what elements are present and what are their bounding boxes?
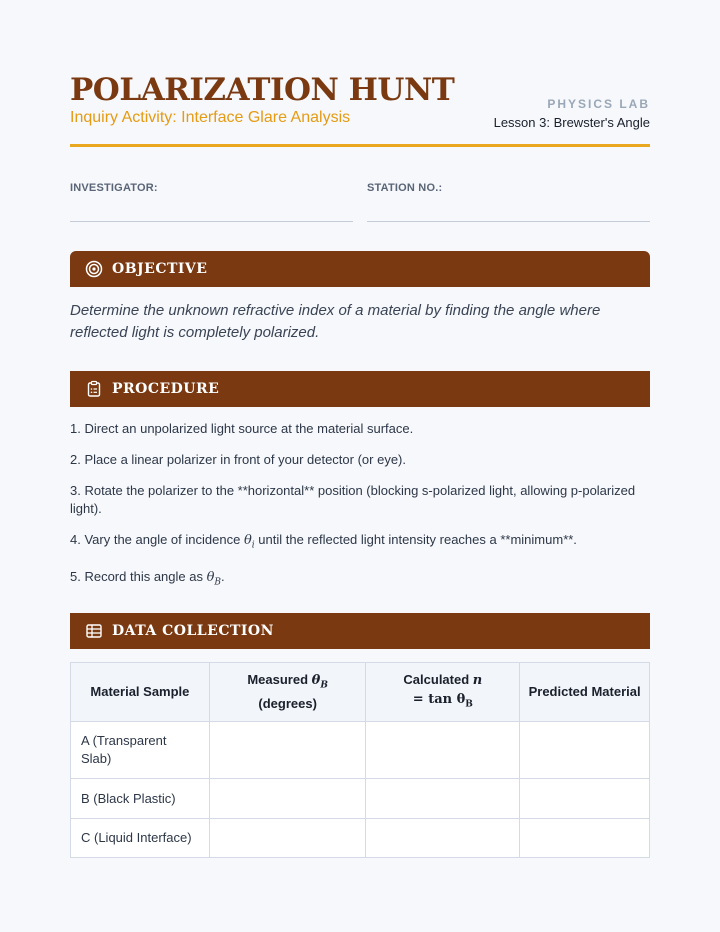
tan-formula (412, 691, 473, 710)
measured-cell[interactable] (209, 722, 366, 779)
column-header-measured (209, 663, 366, 722)
table-row (71, 819, 650, 858)
tan-formula-text: = tan θ (412, 691, 466, 707)
sample-cell: A (Transparent Slab) (71, 722, 210, 779)
clipboard-icon (85, 380, 103, 398)
data-collection-heading: DATA COLLECTION (112, 623, 274, 639)
station-label: STATION NO.: (367, 182, 443, 194)
target-icon (85, 260, 103, 278)
procedure-step-4 (70, 531, 650, 555)
page-title: POLARIZATION HUNT (70, 72, 455, 108)
data-table (70, 662, 650, 858)
objective-text: Determine the unknown refractive index of a material by finding the angle where reflected light is completely polarized. (70, 302, 601, 341)
predicted-cell[interactable] (520, 722, 650, 779)
predicted-cell[interactable] (520, 819, 650, 858)
predicted-cell[interactable] (520, 779, 650, 819)
procedure-step-2: 2. Place a linear polarizer in front of your detector (or eye). (70, 452, 406, 467)
page-subtitle: Inquiry Activity: Interface Glare Analysis (70, 109, 351, 126)
calculated-cell[interactable] (366, 779, 520, 819)
procedure-steps (70, 420, 650, 604)
investigator-field[interactable] (70, 182, 353, 194)
theta-symbol: θ (311, 673, 321, 689)
objective-header (70, 251, 650, 287)
subscript-b: B (214, 577, 222, 588)
lab-label: PHYSICS LAB (547, 97, 650, 111)
header-meta (494, 97, 650, 130)
subscript-i: i (251, 540, 255, 551)
table-icon (85, 622, 103, 640)
investigator-input-line[interactable] (70, 221, 353, 222)
objective-heading: OBJECTIVE (112, 261, 208, 277)
n-symbol: n (472, 672, 483, 688)
measured-label: Measured (247, 672, 312, 688)
header (70, 72, 650, 142)
column-header-calculated (366, 663, 520, 722)
theta-i-symbol (243, 533, 255, 551)
theta-b-symbol (206, 569, 222, 588)
measured-cell[interactable] (209, 819, 366, 858)
theta-b-symbol (311, 673, 328, 691)
measured-cell[interactable] (209, 779, 366, 819)
column-header-predicted: Predicted Material (520, 663, 650, 722)
data-collection-header (70, 613, 650, 649)
header-divider (70, 144, 650, 147)
procedure-step-3: 3. Rotate the polarizer to the **horizontal** position (blocking s-polarized light, allowing p-polarized light). (70, 483, 636, 516)
sample-cell: B (Black Plastic) (71, 779, 210, 819)
step-5-text-post: . (221, 568, 225, 584)
station-field[interactable] (367, 182, 650, 194)
theta-symbol: θ (206, 569, 215, 585)
lesson-label: Lesson 3: Brewster's Angle (493, 115, 650, 130)
column-header-material: Material Sample (71, 663, 210, 722)
subscript-b: B (465, 699, 473, 710)
step-4-text-pre: 4. Vary the angle of incidence (70, 532, 244, 547)
step-4-text-post: until the reflected light intensity reaches a **minimum**. (254, 532, 577, 547)
station-input-line[interactable] (367, 221, 650, 222)
procedure-heading: PROCEDURE (112, 381, 220, 397)
procedure-step-5 (70, 568, 650, 592)
sample-cell: C (Liquid Interface) (71, 819, 210, 858)
subscript-b: B (320, 680, 328, 691)
procedure-header (70, 371, 650, 407)
measured-unit: (degrees) (258, 695, 317, 711)
table-header-row (71, 663, 650, 722)
calculated-cell[interactable] (366, 819, 520, 858)
procedure-step-1: 1. Direct an unpolarized light source at the material surface. (70, 421, 414, 436)
calculated-label: Calculated (403, 671, 473, 687)
table-row (71, 722, 650, 779)
investigator-label: INVESTIGATOR: (70, 182, 158, 194)
theta-symbol: θ (243, 533, 252, 548)
step-5-text-pre: 5. Record this angle as (70, 568, 207, 584)
table-row (71, 779, 650, 819)
calculated-cell[interactable] (366, 722, 520, 779)
